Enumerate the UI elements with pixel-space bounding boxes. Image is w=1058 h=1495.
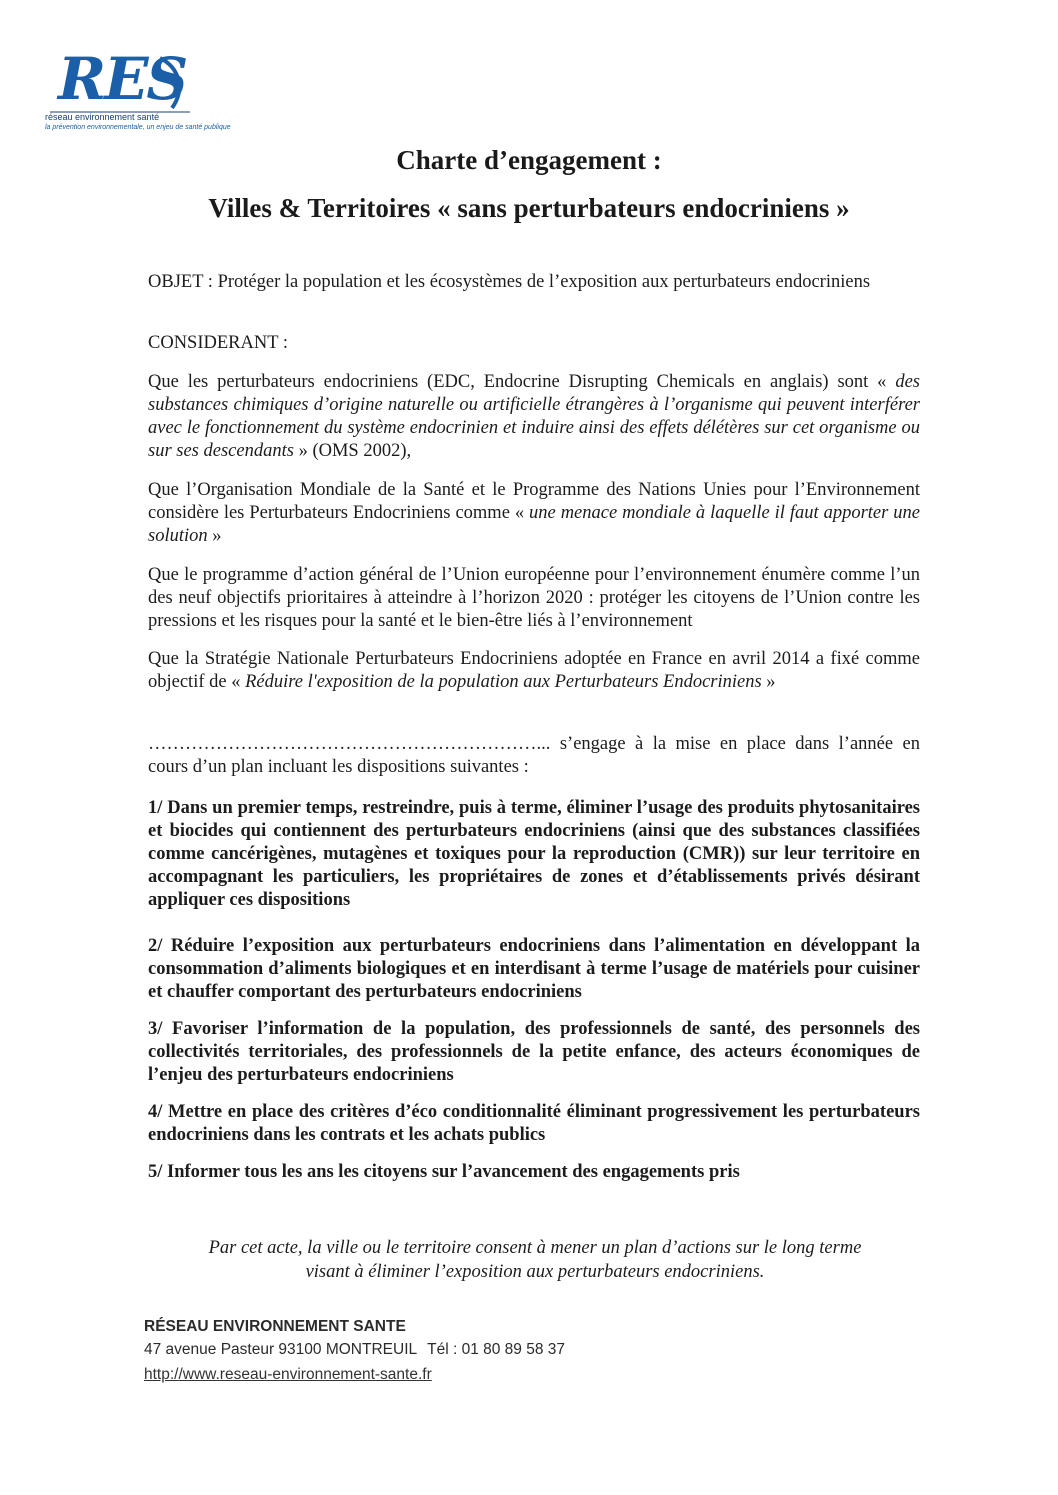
considerant-quote: une menace mondiale à laquelle il faut apporter une solution [148, 503, 921, 546]
footer-website-link[interactable]: http://www.reseau-environnement-sante.fr [144, 1366, 432, 1383]
footer-address: 47 avenue Pasteur 93100 MONTREUIL [144, 1341, 418, 1358]
logo-letters: RES [58, 45, 187, 113]
logo-tagline: la prévention environnementale, un enjeu de santé publique [45, 124, 231, 131]
considerant-quote: Réduire l'exposition de la population aux Perturbateurs Endocriniens [245, 672, 762, 692]
considerant-item [148, 479, 920, 548]
considerant-label: CONSIDERANT : [148, 333, 288, 353]
disposition-item: 5/ Informer tous les ans les citoyens sur l’avancement des engagements pris [148, 1162, 740, 1182]
considerant-text-end: » [766, 672, 776, 692]
objet-paragraph [148, 271, 920, 294]
considerant-item [148, 371, 920, 463]
considerant-text: Que le programme d’action général de l’Union européenne pour l’environnement énumère comme l’un des neuf objectifs prioritaires à atteindre à l’horizon 2020 : protéger les citoyens de l’Union contre les pressions et les risques pour la santé et le bien-être liés à l’environnement [148, 565, 920, 631]
document-subtitle: Villes & Territoires « sans perturbateurs endocriniens » [208, 193, 850, 223]
disposition-item: 2/ Réduire l’exposition aux perturbateurs endocriniens dans l’alimentation en développant la consommation d’aliments biologiques et en interdisant à terme l’usage de matériels pour cuisiner et chauffer comportant des perturbateurs endocriniens [148, 936, 920, 1002]
footer-address-line [144, 1341, 565, 1359]
footer-organization: RÉSEAU ENVIRONNEMENT SANTE [144, 1318, 406, 1335]
logo-subtitle: réseau environnement santé [45, 112, 160, 122]
engagement-paragraph: ………………………………………………………... s’engage à la mise en place dans l’année en cours d’un plan incluant les dispositions suivantes : [148, 734, 920, 777]
objet-text: Protéger la population et les écosystèmes de l’exposition aux perturbateurs endocriniens [217, 272, 871, 292]
document-title: Charte d’engagement : [396, 145, 662, 175]
disposition-item: 3/ Favoriser l’information de la population, des professionnels de santé, des personnels des collectivités territoriales, des professionnels de la petite enfance, des acteurs économiques de l’enjeu des perturbateurs endocriniens [148, 1019, 920, 1085]
considerant-item [148, 648, 920, 694]
considerant-text: Que la Stratégie Nationale Perturbateurs Endocriniens adoptée en France en avril 2014 a fixé comme objectif de « [148, 649, 920, 692]
considerant-text-end: » (OMS 2002), [298, 441, 412, 461]
closing-statement-line: Par cet acte, la ville ou le territoire consent à mener un plan d’actions sur le long terme [208, 1238, 862, 1258]
considerant-item [148, 564, 920, 633]
footer-phone: Tél : 01 80 89 58 37 [427, 1341, 566, 1358]
objet-label: OBJET : [148, 272, 213, 292]
considerant-text-end: » [212, 526, 222, 546]
considerant-text: Que les perturbateurs endocriniens (EDC, Endocrine Disrupting Chemicals en anglais) sont « [148, 372, 887, 392]
considerant-quote: des substances chimiques d’origine naturelle ou artificielle étrangères à l’organisme qui peuvent interférer avec le fonctionnement du système endocrinien et induire ainsi des effets délétères sur cet organisme ou sur ses descendants [148, 372, 920, 461]
disposition-item: 1/ Dans un premier temps, restreindre, puis à terme, éliminer l’usage des produits phytosanitaires et biocides qui contiennent des perturbateurs endocriniens (ainsi que des substances classifiées comme cancérigènes, mutagènes et toxiques pour la reproduction (CMR)) sur leur territoire en accompagnant les particuliers, les propriétaires de zones et d’établissements privés désirant appliquer ces dispositions [148, 798, 920, 910]
disposition-item: 4/ Mettre en place des critères d’éco conditionnalité éliminant progressivement les perturbateurs endocriniens dans les contrats et les achats publics [148, 1102, 920, 1145]
considerant-text: Que l’Organisation Mondiale de la Santé et le Programme des Nations Unies pour l’Environnement considère les Perturbateurs Endocriniens comme « [148, 480, 920, 523]
res-logo [40, 45, 231, 150]
closing-statement-line: visant à éliminer l’exposition aux perturbateurs endocriniens. [305, 1262, 765, 1282]
